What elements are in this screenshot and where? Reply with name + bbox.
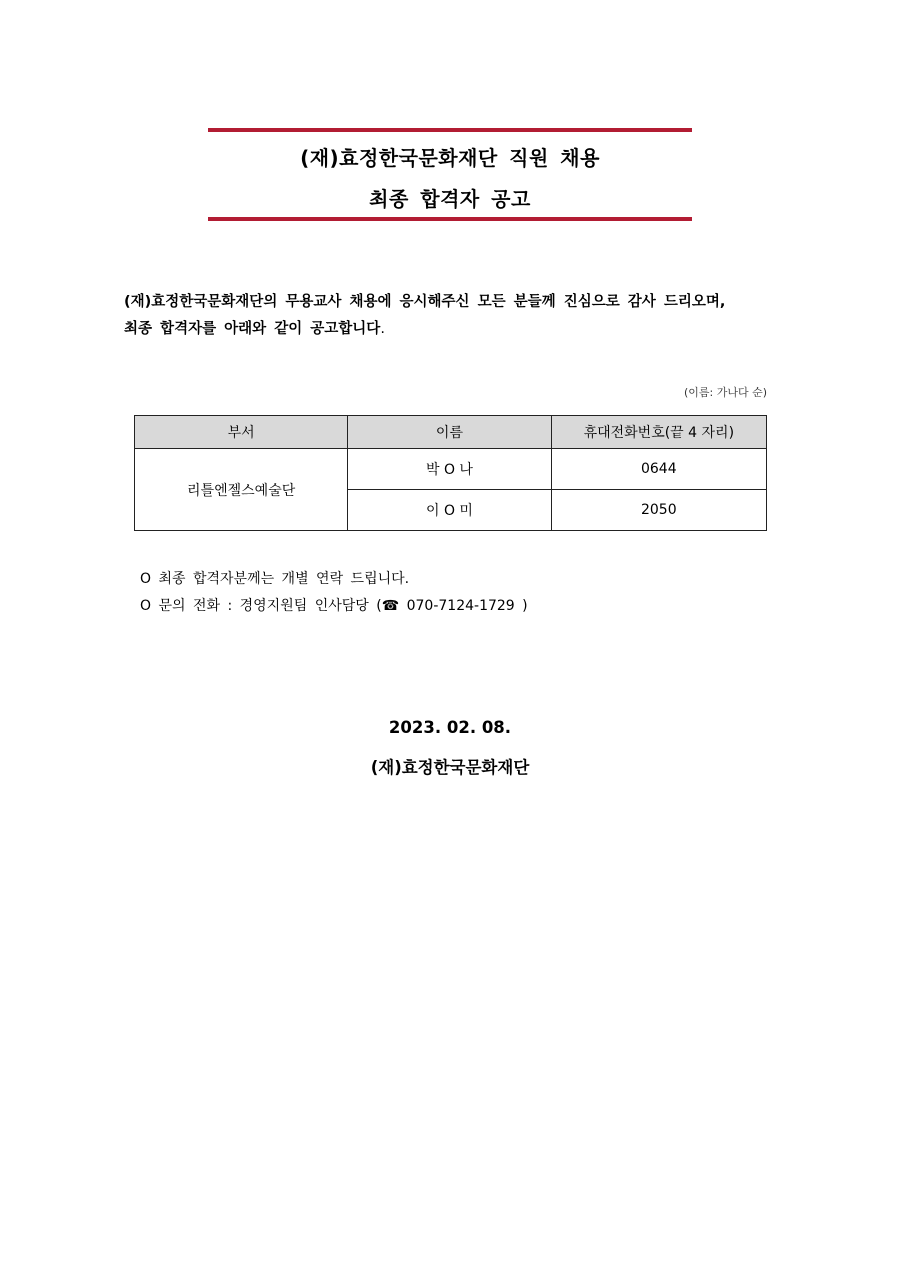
intro-paragraph [124,289,784,343]
inquiry-label: O 문의 전화 : 경영지원팀 인사담당 ( [140,598,382,614]
page-subtitle: 최종 합격자 공고 [369,187,531,211]
organization-name: (재)효정한국문화재단 [370,758,530,777]
bottom-rule [208,217,692,221]
name-cell: 이 O 미 [348,490,551,531]
sort-note: (이름: 가나다 순) [683,386,767,399]
intro-line-2-period: . [380,321,385,337]
header-department: 부서 [135,416,348,449]
table-header-row [135,416,767,449]
intro-line-2 [124,316,784,343]
top-rule [208,128,692,132]
phone-cell: 0644 [551,449,766,490]
title-box [208,128,692,222]
intro-line-1: (재)효정한국문화재단의 무용교사 채용에 응시해주신 모든 분들께 진심으로 감사 드리오며, [124,294,726,310]
result-table [134,415,767,531]
phone-cell: 2050 [551,490,766,531]
note-contact: O 최종 합격자분께는 개별 연락 드립니다. [140,571,410,587]
note-inquiry [140,593,528,620]
name-cell: 박 O 나 [348,449,551,490]
announcement-date: 2023. 02. 08. [388,718,512,737]
page-title: (재)효정한국문화재단 직원 채용 [300,146,600,170]
notes [140,566,528,620]
intro-line-2-text: 최종 합격자를 아래와 같이 공고합니다 [124,321,381,337]
department-cell: 리틀엔젤스예술단 [135,449,348,531]
telephone-icon: ☎ [381,598,400,614]
header-phone: 휴대전화번호(끝 4 자리) [551,416,766,449]
table-row [135,449,767,490]
inquiry-phone-number: 070-7124-1729 ) [399,598,528,614]
header-name: 이름 [348,416,551,449]
